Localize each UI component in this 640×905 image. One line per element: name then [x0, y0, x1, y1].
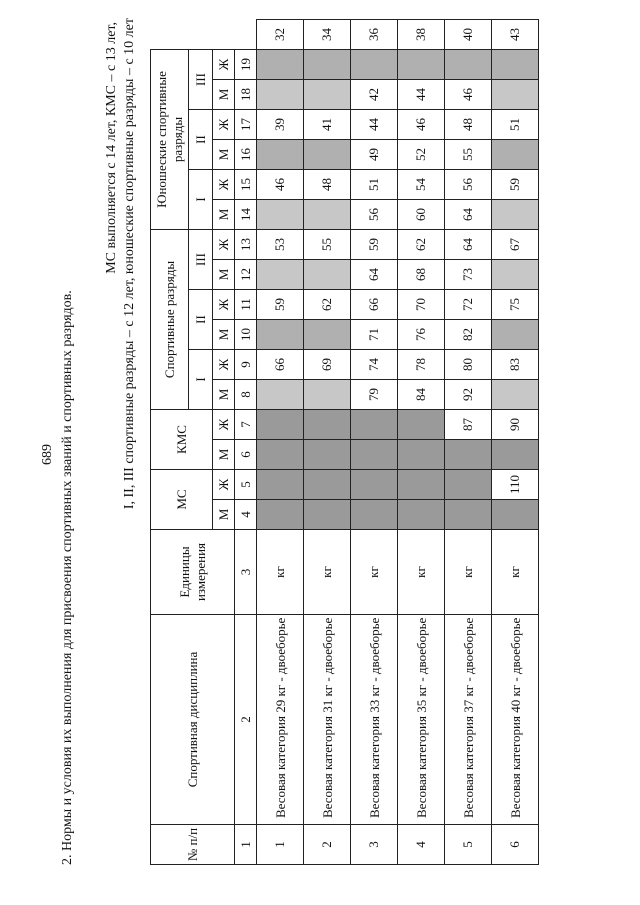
- norm-value: 66: [257, 350, 304, 380]
- header-male: М: [213, 140, 235, 170]
- header-no: № п/п: [151, 825, 235, 865]
- norm-value: 68: [398, 260, 445, 290]
- age-note-line1: МС выполняется с 14 лет, КМС – с 13 лет,: [104, 22, 119, 274]
- norm-value: 62: [398, 230, 445, 260]
- column-number: 13: [235, 230, 257, 260]
- row-number: 5: [445, 825, 492, 865]
- norm-value: 46: [398, 110, 445, 140]
- norm-value: 48: [445, 110, 492, 140]
- norm-value: [304, 500, 351, 530]
- unit-cell: кг: [351, 530, 398, 615]
- column-number: 6: [235, 440, 257, 470]
- unit-cell: кг: [398, 530, 445, 615]
- norm-value: [257, 380, 304, 410]
- column-number: 18: [235, 80, 257, 110]
- norm-value: [445, 50, 492, 80]
- header-female: Ж: [213, 50, 235, 80]
- norm-value: 110: [492, 470, 539, 500]
- norm-value: [257, 500, 304, 530]
- norm-value: [492, 500, 539, 530]
- norm-value: 59: [257, 290, 304, 320]
- norm-value: 74: [351, 350, 398, 380]
- unit-cell: кг: [445, 530, 492, 615]
- norm-value: [398, 440, 445, 470]
- norm-value: 56: [351, 200, 398, 230]
- column-number-row: [235, 20, 257, 865]
- norm-value: [492, 320, 539, 350]
- norm-value: [304, 50, 351, 80]
- norm-value: 52: [398, 140, 445, 170]
- column-number: 11: [235, 290, 257, 320]
- norm-value: [351, 410, 398, 440]
- norm-value: 66: [351, 290, 398, 320]
- table-row: [257, 20, 304, 865]
- norm-value: 43: [492, 20, 539, 50]
- column-number: 15: [235, 170, 257, 200]
- norm-value: [257, 80, 304, 110]
- norm-value: [351, 50, 398, 80]
- norm-value: 78: [398, 350, 445, 380]
- norm-value: [445, 500, 492, 530]
- column-number: 3: [235, 530, 257, 615]
- table-row: [492, 20, 539, 865]
- table-row: [304, 20, 351, 865]
- section-title: 2. Нормы и условия их выполнения для присвоения спортивных званий и спортивных разрядов.: [60, 290, 75, 865]
- norm-value: [351, 500, 398, 530]
- norm-value: [304, 80, 351, 110]
- header-units: Единицы измерения: [151, 530, 235, 615]
- row-number: 1: [257, 825, 304, 865]
- discipline-cell: Весовая категория 35 кг - двоеборье: [398, 615, 445, 825]
- header-youth-II: II: [189, 110, 213, 170]
- norm-value: 34: [304, 20, 351, 50]
- norm-value: 62: [304, 290, 351, 320]
- column-number: 10: [235, 320, 257, 350]
- norm-value: 72: [445, 290, 492, 320]
- norm-value: 56: [445, 170, 492, 200]
- norm-value: [398, 500, 445, 530]
- discipline-cell: Весовая категория 31 кг - двоеборье: [304, 615, 351, 825]
- norm-value: 60: [398, 200, 445, 230]
- norm-value: [304, 380, 351, 410]
- column-number: 14: [235, 200, 257, 230]
- column-number: 19: [235, 50, 257, 80]
- header-male: М: [213, 200, 235, 230]
- norm-value: 54: [398, 170, 445, 200]
- norm-value: 87: [445, 410, 492, 440]
- header-female: Ж: [213, 350, 235, 380]
- norm-value: [445, 440, 492, 470]
- unit-cell: кг: [304, 530, 351, 615]
- table-row: [398, 20, 445, 865]
- norm-value: 90: [492, 410, 539, 440]
- header-male: М: [213, 80, 235, 110]
- norm-value: 79: [351, 380, 398, 410]
- norm-value: 64: [445, 200, 492, 230]
- unit-cell: кг: [492, 530, 539, 615]
- header-female: Ж: [213, 410, 235, 440]
- table-row: [445, 20, 492, 865]
- header-youth-I: I: [189, 170, 213, 230]
- norm-value: 71: [351, 320, 398, 350]
- norm-value: [257, 410, 304, 440]
- norm-value: 64: [445, 230, 492, 260]
- header-sport-ranks: Спортивные разряды: [151, 230, 189, 410]
- header-female: Ж: [213, 290, 235, 320]
- header-female: Ж: [213, 110, 235, 140]
- norm-value: 67: [492, 230, 539, 260]
- norm-value: [492, 260, 539, 290]
- column-number: 16: [235, 140, 257, 170]
- norm-value: [257, 50, 304, 80]
- column-number: 5: [235, 470, 257, 500]
- norm-value: 51: [492, 110, 539, 140]
- norm-value: 46: [445, 80, 492, 110]
- row-number: 6: [492, 825, 539, 865]
- norm-value: 70: [398, 290, 445, 320]
- header-female: Ж: [213, 170, 235, 200]
- norm-value: [257, 470, 304, 500]
- header-kms: КМС: [151, 410, 213, 470]
- column-number: 9: [235, 350, 257, 380]
- column-number: 7: [235, 410, 257, 440]
- norm-value: 32: [257, 20, 304, 50]
- unit-cell: кг: [257, 530, 304, 615]
- header-sport-II: II: [189, 290, 213, 350]
- norm-value: 80: [445, 350, 492, 380]
- norm-value: [398, 50, 445, 80]
- discipline-cell: Весовая категория 37 кг - двоеборье: [445, 615, 492, 825]
- norm-value: 82: [445, 320, 492, 350]
- header-ms: МС: [151, 470, 213, 530]
- table-row: [351, 20, 398, 865]
- column-number: 12: [235, 260, 257, 290]
- header-female: Ж: [213, 470, 235, 500]
- header-female: Ж: [213, 230, 235, 260]
- norm-value: 55: [445, 140, 492, 170]
- discipline-cell: Весовая категория 40 кг - двоеборье: [492, 615, 539, 825]
- header-male: М: [213, 500, 235, 530]
- norm-value: 39: [257, 110, 304, 140]
- column-number: 2: [235, 615, 257, 825]
- row-number: 4: [398, 825, 445, 865]
- norm-value: 48: [304, 170, 351, 200]
- norm-value: 75: [492, 290, 539, 320]
- header-sport-III: III: [189, 230, 213, 290]
- header-discipline: Спортивная дисциплина: [151, 615, 235, 825]
- norm-value: [351, 470, 398, 500]
- norm-value: 92: [445, 380, 492, 410]
- norm-value: 51: [351, 170, 398, 200]
- norm-value: 42: [351, 80, 398, 110]
- norm-value: [257, 260, 304, 290]
- norm-value: [304, 320, 351, 350]
- norm-value: 44: [398, 80, 445, 110]
- norm-value: [492, 50, 539, 80]
- norm-value: [257, 320, 304, 350]
- norm-value: 84: [398, 380, 445, 410]
- column-number: 8: [235, 380, 257, 410]
- norm-value: [398, 410, 445, 440]
- norm-value: [492, 80, 539, 110]
- header-sport-I: I: [189, 350, 213, 410]
- norm-value: 69: [304, 350, 351, 380]
- norm-value: [492, 200, 539, 230]
- norm-value: 73: [445, 260, 492, 290]
- header-male: М: [213, 260, 235, 290]
- norm-value: 40: [445, 20, 492, 50]
- norm-value: 53: [257, 230, 304, 260]
- norm-value: [445, 470, 492, 500]
- norm-value: 46: [257, 170, 304, 200]
- row-number: 3: [351, 825, 398, 865]
- norm-value: [304, 440, 351, 470]
- norm-value: [351, 440, 398, 470]
- norm-value: [492, 140, 539, 170]
- norm-value: [304, 470, 351, 500]
- discipline-cell: Весовая категория 29 кг - двоеборье: [257, 615, 304, 825]
- header-male: М: [213, 320, 235, 350]
- norm-value: [257, 440, 304, 470]
- norm-value: [304, 140, 351, 170]
- header-male: М: [213, 440, 235, 470]
- column-number: 17: [235, 110, 257, 140]
- norm-value: 59: [351, 230, 398, 260]
- norm-value: [398, 470, 445, 500]
- norm-value: [304, 410, 351, 440]
- age-note-line2: I, II, III спортивные разряды – с 12 лет, юношеские спортивные разряды – с 10 лет: [122, 18, 137, 510]
- norm-value: 55: [304, 230, 351, 260]
- norms-table: [150, 19, 539, 865]
- discipline-cell: Весовая категория 33 кг - двоеборье: [351, 615, 398, 825]
- norm-value: 38: [398, 20, 445, 50]
- column-number: 1: [235, 825, 257, 865]
- norm-value: [304, 200, 351, 230]
- norm-value: [257, 200, 304, 230]
- row-number: 2: [304, 825, 351, 865]
- norm-value: 36: [351, 20, 398, 50]
- norm-value: 41: [304, 110, 351, 140]
- norm-value: [492, 440, 539, 470]
- header-male: М: [213, 380, 235, 410]
- norm-value: [257, 140, 304, 170]
- norm-value: 64: [351, 260, 398, 290]
- norm-value: 76: [398, 320, 445, 350]
- column-number: 4: [235, 500, 257, 530]
- norm-value: 59: [492, 170, 539, 200]
- norm-value: 83: [492, 350, 539, 380]
- page-number: 689: [40, 444, 55, 465]
- header-youth-ranks: Юношеские спортивные разряды: [151, 50, 189, 230]
- norm-value: [304, 260, 351, 290]
- norm-value: 44: [351, 110, 398, 140]
- norm-value: [492, 380, 539, 410]
- header-youth-III: III: [189, 50, 213, 110]
- norm-value: 49: [351, 140, 398, 170]
